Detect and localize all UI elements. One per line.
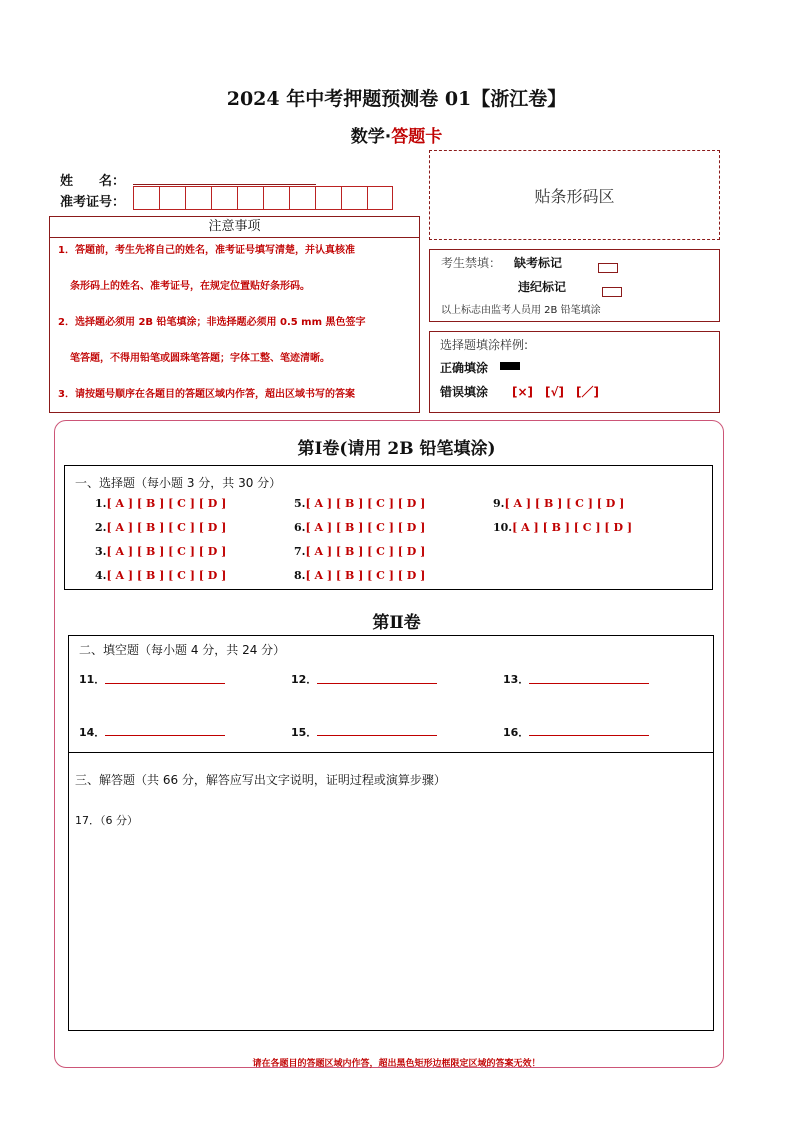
notice-item: 条形码上的姓名、准考证号，在规定位置贴好条形码。: [70, 281, 310, 292]
subtitle-subject: 数学·: [350, 127, 392, 147]
mc-question[interactable]: [493, 497, 624, 510]
mc-options[interactable]: [ A ] [ B ] [ C ] [ D ]: [106, 569, 227, 582]
fill-example-heading: 选择题填涂样例:: [440, 338, 529, 352]
blank-number: 16．: [503, 726, 530, 739]
blank-line[interactable]: [317, 735, 437, 736]
id-cell[interactable]: [341, 186, 367, 210]
wrong-fill-samples: [×] [√] [／]: [512, 385, 599, 399]
mc-options[interactable]: [ A ] [ B ] [ C ] [ D ]: [106, 497, 227, 510]
page-title: 2024 年中考押题预测卷 01【浙江卷】: [226, 88, 567, 110]
mc-question[interactable]: [95, 545, 226, 558]
blank-line[interactable]: [105, 683, 225, 684]
mc-options[interactable]: [ A ] [ B ] [ C ] [ D ]: [305, 497, 426, 510]
blank-line[interactable]: [529, 735, 649, 736]
fill-blank-section: [68, 635, 714, 753]
notice-item: 笔答题，不得用铅笔或圆珠笔答题；字体工整、笔迹清晰。: [70, 353, 330, 364]
id-cell[interactable]: [159, 186, 185, 210]
exam-status-label: 考生禁填：: [441, 256, 502, 270]
mc-number: 3.: [95, 545, 107, 558]
question-17-label: 17．（6 分）: [75, 814, 138, 827]
notice-item: 3．请按题号顺序在各题目的答题区域内作答，超出区域书写的答案: [58, 389, 355, 400]
page-subtitle: [0, 122, 793, 147]
notice-heading: 注意事项: [49, 216, 420, 238]
mc-number: 10.: [493, 521, 513, 534]
correct-fill-sample: [500, 362, 520, 370]
multiple-choice-box: [64, 465, 713, 590]
blank-line[interactable]: [105, 735, 225, 736]
mc-options[interactable]: [ A ] [ B ] [ C ] [ D ]: [305, 521, 426, 534]
mc-question[interactable]: [95, 497, 226, 510]
mc-number: 4.: [95, 569, 107, 582]
mc-number: 7.: [294, 545, 306, 558]
mc-options[interactable]: [ A ] [ B ] [ C ] [ D ]: [305, 545, 426, 558]
section2-title: 第Ⅱ卷: [372, 613, 421, 633]
fill-heading: 二、填空题（每小题 4 分，共 24 分）: [79, 643, 286, 657]
wrong-fill-label: 错误填涂: [440, 385, 489, 399]
id-cell[interactable]: [185, 186, 211, 210]
absent-mark-box[interactable]: [598, 263, 618, 273]
mc-question[interactable]: [294, 521, 425, 534]
mc-question[interactable]: [294, 569, 425, 582]
blank-line[interactable]: [529, 683, 649, 684]
notice-box: [49, 238, 420, 413]
mc-question[interactable]: [294, 545, 425, 558]
blank-line[interactable]: [317, 683, 437, 684]
answer-heading: 三、解答题（共 66 分，解答应写出文字说明，证明过程或演算步骤）: [75, 773, 446, 787]
id-cell[interactable]: [237, 186, 263, 210]
mc-options[interactable]: [ A ] [ B ] [ C ] [ D ]: [106, 521, 227, 534]
name-label: 姓 名：: [60, 174, 126, 189]
barcode-area: [429, 150, 720, 240]
mc-number: 8.: [294, 569, 306, 582]
violation-mark-box[interactable]: [602, 287, 622, 297]
mc-question[interactable]: [95, 521, 226, 534]
section1-title: 第Ⅰ卷(请用 2B 铅笔填涂): [297, 439, 496, 459]
mc-number: 6.: [294, 521, 306, 534]
id-cell[interactable]: [263, 186, 289, 210]
footer-warning: 请在各题目的答题区域内作答，超出黑色矩形边框限定区域的答案无效！: [252, 1059, 541, 1069]
barcode-label: 贴条形码区: [534, 186, 615, 206]
fill-example-box: [429, 331, 720, 413]
mc-number: 2.: [95, 521, 107, 534]
id-cell[interactable]: [133, 186, 159, 210]
mc-question[interactable]: [294, 497, 425, 510]
answer-section[interactable]: [68, 753, 714, 1031]
id-cell[interactable]: [211, 186, 237, 210]
id-label: 准考证号：: [60, 195, 126, 210]
mc-options[interactable]: [ A ] [ B ] [ C ] [ D ]: [504, 497, 625, 510]
absent-label: 缺考标记: [514, 256, 563, 270]
id-cell[interactable]: [289, 186, 315, 210]
violation-label: 违纪标记: [518, 280, 567, 294]
subtitle-card: 答题卡: [391, 127, 443, 147]
blank-number: 11．: [79, 673, 106, 686]
mc-options[interactable]: [ A ] [ B ] [ C ] [ D ]: [106, 545, 227, 558]
blank-number: 14．: [79, 726, 106, 739]
mc-heading: 一、选择题（每小题 3 分，共 30 分）: [75, 476, 282, 490]
exam-status-note: 以上标志由监考人员用 2B 铅笔填涂: [441, 305, 601, 316]
id-number-cells[interactable]: [133, 186, 393, 210]
mc-options[interactable]: [ A ] [ B ] [ C ] [ D ]: [512, 521, 633, 534]
mc-question[interactable]: [493, 521, 632, 534]
notice-item: 1．答题前，考生先将自己的姓名，准考证号填写清楚，并认真核准: [58, 245, 355, 256]
name-line[interactable]: [133, 184, 316, 185]
id-cell[interactable]: [315, 186, 341, 210]
mc-number: 1.: [95, 497, 107, 510]
correct-fill-label: 正确填涂: [440, 361, 489, 375]
blank-number: 15．: [291, 726, 318, 739]
blank-number: 12．: [291, 673, 318, 686]
mc-number: 5.: [294, 497, 306, 510]
notice-item: 2．选择题必须用 2B 铅笔填涂；非选择题必须用 0.5 mm 黑色签字: [58, 317, 366, 328]
id-cell[interactable]: [367, 186, 393, 210]
mc-question[interactable]: [95, 569, 226, 582]
mc-number: 9.: [493, 497, 505, 510]
exam-status-box: [429, 249, 720, 322]
mc-options[interactable]: [ A ] [ B ] [ C ] [ D ]: [305, 569, 426, 582]
blank-number: 13．: [503, 673, 530, 686]
